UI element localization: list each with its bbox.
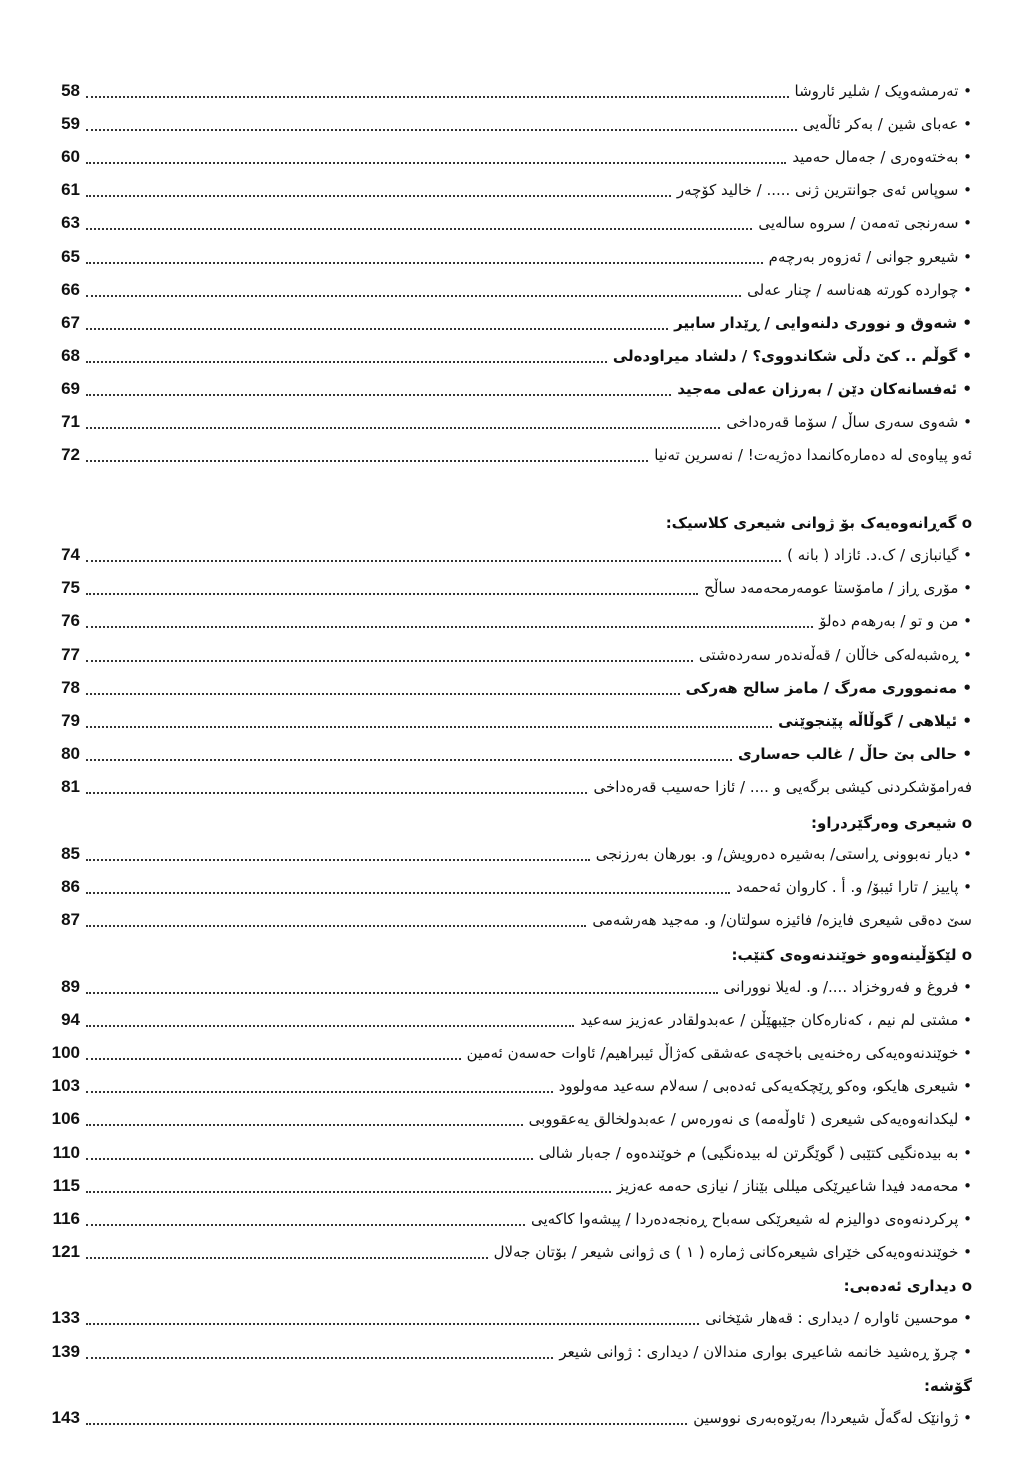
toc-entry [40,972,972,1002]
entry-title: سێ دەقی شیعری فایزە/ فائیزه سولتان/ و. مەجید هەرشەمی [592,911,972,929]
page-number: 72 [61,445,80,464]
page-number: 106 [51,1109,80,1128]
dot-leader [86,1190,611,1193]
page-number: 67 [61,313,80,332]
entry-title: • پرکردنەوەی دوالیزم لە شیعرێکی سەباح ڕەنجەدەردا / پیشەوا کاکەیی [530,1210,972,1228]
entry-title: • مۆری ڕاز / مامۆستا عومەرمحەمەد ساڵح [704,579,972,597]
toc-entry [40,1237,972,1267]
page-number: 58 [61,81,80,100]
entry-title: • تەرمشەویک / شلیر ئاروشا [794,82,972,100]
toc-entry [40,308,972,338]
toc-entry [40,1403,972,1433]
toc-entry [40,275,972,305]
dot-leader [86,924,586,927]
toc-entry [40,208,972,238]
section-heading-corner: گۆشە: [924,1377,972,1395]
dot-leader [86,1422,687,1425]
page-number: 115 [52,1176,80,1195]
page-number: 86 [61,877,80,896]
entry-title: • چوارده کورته هەناسه / چنار عەلی [747,281,972,299]
dot-leader [86,1356,553,1359]
page-number: 100 [51,1043,80,1062]
page-number: 71 [61,412,80,431]
page-number: 76 [61,611,80,630]
dot-leader [86,294,741,297]
entry-title: • عەبای شین / بەکر ئاڵەیی [802,115,972,133]
entry-title: • چرۆ ڕەشید خانمە شاعیری بواری مندالان / دیداری : ژوانی شیعر [559,1343,972,1361]
dot-leader [86,625,813,628]
entry-title: • شەوی سەری ساڵ / سۆما قەرەداخی [726,413,972,431]
entry-title: • شیعرو جوانی / ئەزوەر بەرچەم [768,248,972,266]
dot-leader [86,758,732,761]
page-number: 65 [61,247,80,266]
page-number: 61 [61,180,80,199]
section-heading-classic: o گەڕانەوەیەک بۆ ژوانی شیعری کلاسیک: [665,514,972,532]
dot-leader [86,1322,699,1325]
toc-entry [40,1005,972,1035]
dot-leader [86,1090,553,1093]
toc-entry [40,109,972,139]
dot-leader [86,1057,461,1060]
page-number: 80 [61,744,80,763]
page-number: 110 [52,1143,80,1162]
section-heading-studies: o لێکۆڵینەوەو خوێندنەوەی کتێب: [731,946,972,964]
dot-leader [86,559,781,562]
section-heading-interview: o دیداری ئەدەبی: [843,1277,972,1295]
page-number: 63 [61,213,80,232]
entry-title: • ئەفسانەکان دێن / بەرزان عەلی مەجید [677,380,972,398]
dot-leader [86,95,789,98]
entry-title: • گیانبازی / ک.د. ئازاد ( بانه ) [787,546,972,564]
toc-entry [40,374,972,404]
page-number: 87 [61,910,80,929]
entry-title: • ژوانێک لەگەڵ شیعردا/ بەرێوەبەری نووسین [693,1409,972,1427]
entry-title: • لیکدانەوەیەکی شیعری ( ئاوڵەمە) ی نەورەس / عەبدولخالق یەعقووبی [528,1110,972,1128]
entry-title: • خوێندنەوەیەکی خێرای شیعرەکانی ژمارە ( ۱ ) ی ژوانی شیعر / بۆتان جەلال [493,1243,972,1261]
page-number: 89 [61,977,80,996]
dot-leader [86,891,730,894]
dot-leader [86,1256,488,1259]
entry-title: • من و تو / بەرهەم دەلۆ [819,612,972,630]
dot-leader [86,1024,574,1027]
toc-entry [40,1303,972,1333]
page-number: 121 [51,1242,80,1261]
page-number: 68 [61,346,80,365]
page-number: 143 [51,1408,80,1427]
toc-entry [40,673,972,703]
toc-entry [40,540,972,570]
dot-leader [86,659,693,662]
toc-entry [40,1204,972,1234]
page-number: 139 [51,1342,80,1361]
entry-title: • مشتی لم نیم ، کەنارەکان جێبهێڵن / عەبدولقادر عەزیز سەعید [580,1011,972,1029]
page-number: 74 [61,545,80,564]
entry-title: • فروغ و فەروخزاد ..../ و. لەیلا نوورانی [723,978,972,996]
entry-title: فەرامۆشکردنی کیشی برگەیی و .... / ئازا حەسیب قەرەداخی [593,778,972,796]
dot-leader [86,426,720,429]
dot-leader [86,360,607,363]
dot-leader [86,791,587,794]
entry-title: • حالی بێ حاڵ / غالب حەساری [738,745,972,763]
page-number: 66 [61,280,80,299]
dot-leader [86,1123,523,1126]
section-heading-translated: o شیعری وەرگێردراو: [811,814,972,832]
entry-title: • دیار نەبوونی ڕاستی/ بەشیره دەرویش/ و. بورهان بەرزنجی [595,845,972,863]
toc-entry [40,407,972,437]
toc-entry [40,706,972,736]
dot-leader [86,692,680,695]
toc-entry [40,772,972,802]
toc-entry [40,76,972,106]
entry-title: • محەمەد فیدا شاعیرێکی میللی بێناز / نیازی حەمە عەزیز [616,1177,972,1195]
page-number: 60 [61,147,80,166]
entry-title: • بە بیدەنگیی کتێبی ( گوێگرتن لە بیدەنگیی) م خوێندەوە / جەبار شالی [538,1144,972,1162]
toc-entry [40,341,972,371]
toc-entry [40,606,972,636]
toc-entry [40,142,972,172]
toc-entry [40,440,972,470]
entry-title: • شیعری هایکو، وەکو ڕێچکەیەکی ئەدەبی / سەلام سەعید مەولوود [558,1077,972,1095]
toc-entry [40,1038,972,1068]
page-number: 133 [51,1308,80,1327]
page-number: 81 [61,777,80,796]
dot-leader [86,393,671,396]
dot-leader [86,128,797,131]
toc-entry [40,905,972,935]
page-number: 79 [61,711,80,730]
page-number: 59 [61,114,80,133]
entry-title: ئەو پیاوەی لە دەمارەکانمدا دەژیەت! / نەسرین تەنیا [654,446,972,464]
toc-entry [40,175,972,205]
dot-leader [86,592,698,595]
toc-entry [40,1104,972,1134]
dot-leader [86,327,668,330]
toc-entry [40,1171,972,1201]
page-number: 78 [61,678,80,697]
toc-entry [40,839,972,869]
toc-entry [40,872,972,902]
toc-entry [40,573,972,603]
page-number: 77 [61,645,80,664]
entry-title: • گوڵم .. کێ دڵی شکاندووی؟ / دلشاد میراودەلی [612,347,972,365]
toc-entry [40,242,972,272]
dot-leader [86,194,671,197]
page-number: 85 [61,844,80,863]
entry-title: • موحسین ئاوارە / دیداری : قەهار شێخانی [705,1309,972,1327]
entry-title: • مەنمووری مەرگ / مامز سالح هەرکی [685,679,972,697]
entry-title: • شەوق و نووری دلنەوایی / ڕێدار سابیر [674,314,972,332]
dot-leader [86,261,763,264]
entry-title: • ئیلاهی / گوڵاڵە پێنجوێنی [778,712,972,730]
entry-title: • بەختەوەری / جەمال حەمید [792,148,972,166]
toc-entry [40,1071,972,1101]
entry-title: • سوپاس ئەی جوانترین ژنی ..... / خالید کۆچەر [676,181,972,199]
toc-entry [40,1337,972,1367]
toc-entry [40,640,972,670]
page-number: 69 [61,379,80,398]
dot-leader [86,725,772,728]
page-number: 75 [61,578,80,597]
entry-title: • سەرنجی تەمەن / سروە سالەیی [758,214,972,232]
dot-leader [86,161,786,164]
dot-leader [86,991,718,994]
dot-leader [86,858,590,861]
dot-leader [86,1157,533,1160]
page-number: 94 [61,1010,80,1029]
dot-leader [86,1223,525,1226]
dot-leader [86,227,752,230]
entry-title: • خوێندنەوەیەکی رەخنەیی باخچەی عەشقی کەژاڵ ئیبراهیم/ ئاوات حەسەن ئەمین [466,1044,972,1062]
page-number: 116 [52,1209,80,1228]
entry-title: • ڕەشبەلەکی خاڵان / قەڵەندەر سەردەشتی [698,646,972,664]
dot-leader [86,459,648,462]
toc-entry [40,1138,972,1168]
entry-title: • پاییز / تارا ئیبۆ/ و. أ . کاروان ئەحمەد [736,878,972,896]
toc-entry [40,739,972,769]
page-number: 103 [51,1076,80,1095]
